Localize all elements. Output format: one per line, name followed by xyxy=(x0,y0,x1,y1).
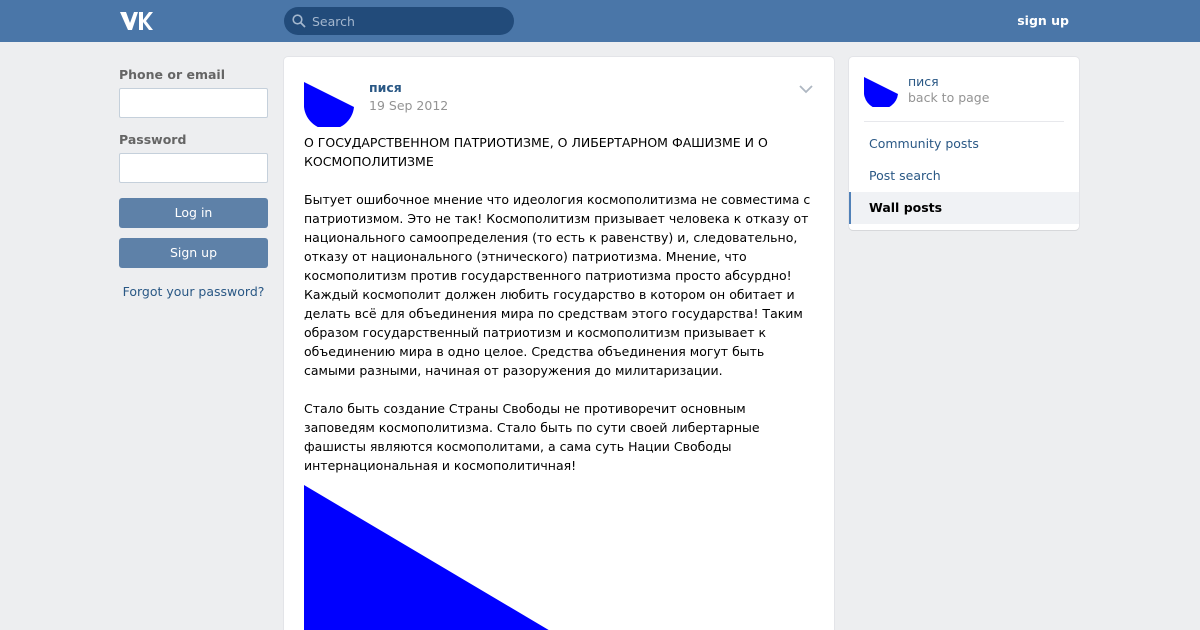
login-form xyxy=(119,66,268,299)
post-paragraph: Бытует ошибочное мнение что идеология космополитизма не совместима с патриотизмом. Это не так! Космополитизм призывает человека к отказу от национального самоопределения (то есть к равенству) и, следовательно, отказу от национального (этнического) патриотизма. Мнение, что космополитизм против государственного патриотизма просто абсурдно! Каждый космополит должен любить государство в котором он обитает и делать всё для объединения мира по средствам этого государства! Таким образом государственный патриотизм и космополитизм призывает к объединению мира в одно целое. Средства объединения могут быть самыми разными, начиная от разоружения до милитаризации. xyxy=(304,192,811,378)
nav-wall-posts[interactable]: Wall posts xyxy=(849,192,1079,224)
side-profile-link[interactable]: пися xyxy=(908,74,939,89)
password-label: Password xyxy=(119,132,187,147)
avatar[interactable] xyxy=(304,77,354,127)
back-to-page-link[interactable]: back to page xyxy=(908,90,990,105)
wall-post xyxy=(284,57,834,630)
phone-label: Phone or email xyxy=(119,67,225,82)
avatar[interactable] xyxy=(864,73,898,107)
nav-post-search[interactable]: Post search xyxy=(869,168,941,183)
post-text xyxy=(304,133,814,494)
search-icon xyxy=(292,14,306,28)
post-image[interactable] xyxy=(304,485,574,630)
top-header xyxy=(0,0,1200,42)
post-author-link[interactable]: пися xyxy=(369,80,402,95)
password-field[interactable] xyxy=(119,153,268,183)
divider xyxy=(864,121,1064,122)
signup-button[interactable]: Sign up xyxy=(119,238,268,268)
phone-email-field[interactable] xyxy=(119,88,268,118)
search-input[interactable] xyxy=(312,7,508,35)
login-button[interactable]: Log in xyxy=(119,198,268,228)
post-date[interactable]: 19 Sep 2012 xyxy=(369,98,449,113)
header-signup-link[interactable]: sign up xyxy=(1017,13,1069,28)
forgot-password-link[interactable]: Forgot your password? xyxy=(122,284,265,299)
vk-logo-icon[interactable] xyxy=(119,10,153,32)
chevron-down-icon[interactable] xyxy=(798,83,814,95)
search-box[interactable] xyxy=(284,7,514,35)
post-paragraph: О ГОСУДАРСТВЕННОМ ПАТРИОТИЗМЕ, О ЛИБЕРТАРНОМ ФАШИЗМЕ И О КОСМОПОЛИТИЗМЕ xyxy=(304,135,768,169)
post-paragraph: Стало быть создание Страны Свободы не противоречит основным заповедям космополитизма. Стало быть по сути своей либертарные фашисты являются космополитами, а сама суть Нации Свободы интернациональная и космополитичная! xyxy=(304,401,760,473)
nav-community-posts[interactable]: Community posts xyxy=(869,136,979,151)
side-menu xyxy=(849,57,1079,230)
